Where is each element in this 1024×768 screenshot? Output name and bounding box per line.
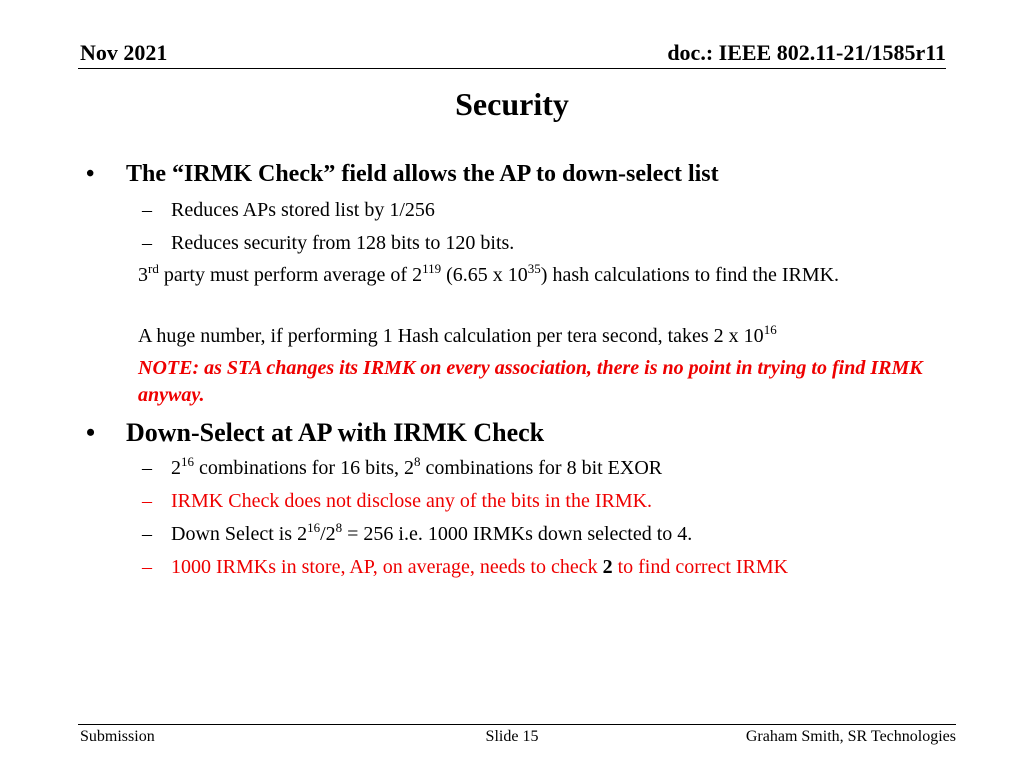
header-doc-id: doc.: IEEE 802.11-21/1585r11	[667, 40, 946, 65]
header-date: Nov 2021	[80, 40, 168, 65]
sub-item-text: Reduces security from 128 bits to 120 bits.	[171, 232, 515, 254]
header-divider	[78, 68, 946, 69]
footer-author: Graham Smith, SR Technologies	[745, 728, 956, 745]
sub-item-text: 1000 IRMKs in store, AP, on average, needs to check 2 to find correct IRMK	[171, 556, 789, 578]
dash-icon: –	[142, 199, 152, 221]
bullet-text: Down-Select at AP with IRMK Check	[126, 418, 545, 447]
hash-calculation-paragraph: 3rd party must perform average of $2^{119}$ (6.65 x $10^{35}$) hash calculations to find the IRMK.	[138, 261, 840, 286]
sub-item-text: Reduces APs stored list by 1/256	[171, 199, 435, 221]
dash-icon: –	[142, 457, 152, 479]
sub-item-text: IRMK Check does not disclose any of the bits in the IRMK.	[171, 490, 653, 512]
dash-icon: –	[142, 232, 152, 254]
note-paragraph: NOTE: as STA changes its IRMK on every association, there is no point in trying to find IRMK anyway.	[138, 357, 923, 406]
slide-title: Security	[455, 86, 569, 122]
dash-icon: –	[142, 523, 152, 545]
bullet-icon: •	[86, 161, 95, 187]
sub-item-text: $2^{16}$ combinations for 16 bits, $2^8$ combinations for 8 bit EXOR	[171, 454, 663, 479]
bullet-icon: •	[86, 418, 96, 447]
dash-icon: –	[142, 556, 152, 578]
footer-slide-number: Slide 15	[485, 728, 539, 745]
sub-item-text: Down Select is $2^{16}/2^8 = 256$ i.e. 1000 IRMKs down selected to 4.	[171, 520, 693, 545]
footer-submission: Submission	[80, 728, 155, 745]
time-estimate-paragraph: A huge number, if performing 1 Hash calculation per tera second, takes 2 x $10^{16}$	[138, 322, 777, 347]
footer-divider	[78, 724, 956, 725]
dash-icon: –	[142, 490, 152, 512]
bullet-text: The “IRMK Check” field allows the AP to down-select list	[126, 161, 719, 187]
